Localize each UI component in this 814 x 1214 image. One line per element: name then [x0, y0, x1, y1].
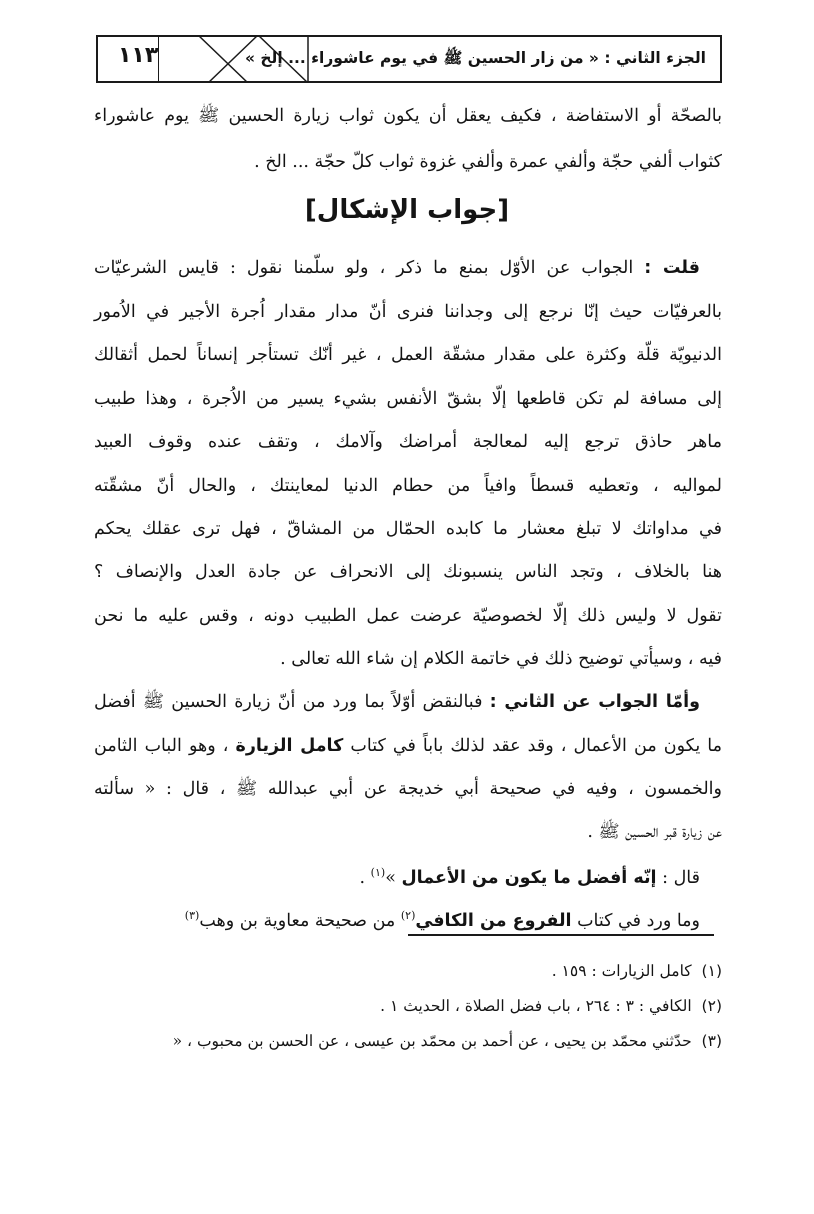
answer-second-line-3: والخمسون ، وفيه في صحيحة أبي خديجة عن أبي عبدالله ﷺ ، قال : « سألته: [94, 779, 722, 799]
answer-second-line-2-end: ، وهو الباب الثامن: [94, 736, 236, 756]
quote-prefix: قال :: [656, 867, 700, 888]
footnote-3-text: حدّثني محمّد بن يحيى ، عن أحمد بن محمّد بن عيسى ، عن الحسن بن محبوب ، «: [172, 1032, 692, 1050]
answer-first-line-1: [94, 258, 722, 279]
page-header: [96, 35, 722, 83]
quote-line: قال : إنّه أفضل ما يكون من الأعمال »$^{(١)}$ .: [359, 866, 700, 888]
answer-first-lead: قلت :: [644, 258, 700, 278]
footnote-ref-3[interactable]: (٣): [184, 909, 200, 922]
answer-first-line-5: ماهر حاذق ترجع إليه لمعالجة أمراضك وآلامك ، وتقف عنده وقوف العبيد: [94, 432, 722, 452]
footnote-ref-1[interactable]: (١): [370, 866, 386, 879]
answer-second-line-1: [94, 692, 722, 713]
answer-first-line-1-rest: الجواب عن الأوّل بمنع ما ذكر ، ولو سلّمنا نقول : قايس الشرعيّات: [94, 258, 645, 278]
intro-line-1: بالصحّة أو الاستفاضة ، فكيف يعقل أن يكون ثواب زيارة الحسين ﷺ يوم عاشوراء: [94, 106, 722, 126]
section-heading: [جواب الإشكال]: [304, 195, 510, 225]
footnote-ref-2[interactable]: (٢): [400, 909, 416, 922]
last-line-end: من صحيحة معاوية بن وهب: [199, 910, 401, 931]
answer-first-line-4: إلى مسافة لم تكن قاطعها إلّا بشقّ الأنفس بشيء يسير من الاُجرة ، وهذا طبيب: [94, 389, 722, 409]
book-title-furu: الفروع من الكافي: [415, 910, 572, 931]
last-line-start: وما ورد في كتاب: [571, 910, 700, 931]
answer-second-line-2-start: ما يكون من الأعمال ، وقد عقد لذلك باباً في كتاب: [343, 736, 722, 756]
footnote-1: [552, 962, 722, 980]
footnote-1-number: (١): [701, 962, 722, 980]
answer-first-line-9: تقول لا وليس ذلك إلّا لخصوصيّة عرضت عمل الطبيب دونه ، وقس عليه ما نحن: [94, 606, 722, 626]
footnote-rule: [408, 934, 714, 936]
answer-second-line-1-rest: فبالنقض أوّلاً بما ورد من أنّ زيارة الحسين ﷺ أفضل: [94, 692, 490, 712]
footnote-2: [380, 997, 722, 1015]
footnote-2-text: الكافي : ٣ : ٢٦٤ ، باب فضل الصلاة ، الحديث ١ .: [380, 997, 692, 1015]
answer-first-line-10: فيه ، وسيأتي توضيح ذلك في خاتمة الكلام إن شاء الله تعالى .: [280, 649, 722, 669]
answer-first-line-6: لمواليه ، وتعطيه قسطاً وافياً من حطام الدنيا لمعاينتك ، والحال أنّ مشقّته: [94, 476, 722, 496]
answer-second-line-4: عن زيارة قبر الحسين ﷺ .: [587, 822, 722, 842]
intro-line-2: كثواب ألفي حجّة وألفي عمرة وألفي غزوة ثواب كلّ حجّة ... الخ .: [254, 152, 722, 172]
answer-second-last-line: [185, 909, 700, 932]
page-number: ١١٣: [118, 43, 159, 68]
footnote-1-text: كامل الزيارات : ١٥٩ .: [551, 962, 692, 980]
answer-first-line-3: الدنيويّة قلّة وكثرة على مقدار مشقّة العمل ، غير أنّك تستأجر إنساناً لحمل أثقالك: [94, 345, 722, 365]
answer-first-line-8: هنا بالخلاف ، وتجد الناس ينسبونك إلى الانحراف عن جادة العدل والإنصاف ؟: [94, 562, 722, 582]
footnote-3-number: (٣): [701, 1032, 722, 1050]
footnote-3: [173, 1032, 722, 1050]
running-title: الجزء الثاني : « من زار الحسين ﷺ في يوم عاشوراء ... إلخ »: [244, 49, 706, 67]
quote-suffix: »: [385, 867, 402, 888]
answer-second-line-2: [94, 736, 722, 757]
quote-text: إنّه أفضل ما يكون من الأعمال: [401, 867, 657, 888]
footnote-2-number: (٢): [701, 997, 722, 1015]
answer-first-line-7: في مداواتك لا تبلغ معشار ما كابده الحمّال من المشاقّ ، فهل ترى عقلك يحكم: [94, 519, 722, 539]
answer-second-lead: وأمّا الجواب عن الثاني :: [489, 692, 700, 712]
answer-first-line-2: بالعرفيّات حيث إنّا نرجع إلى وجداننا فنرى أنّ مدار مقدار اُجرة الأجير في الاُمور: [94, 302, 722, 322]
book-title-kamil: كامل الزيارة: [235, 736, 344, 756]
